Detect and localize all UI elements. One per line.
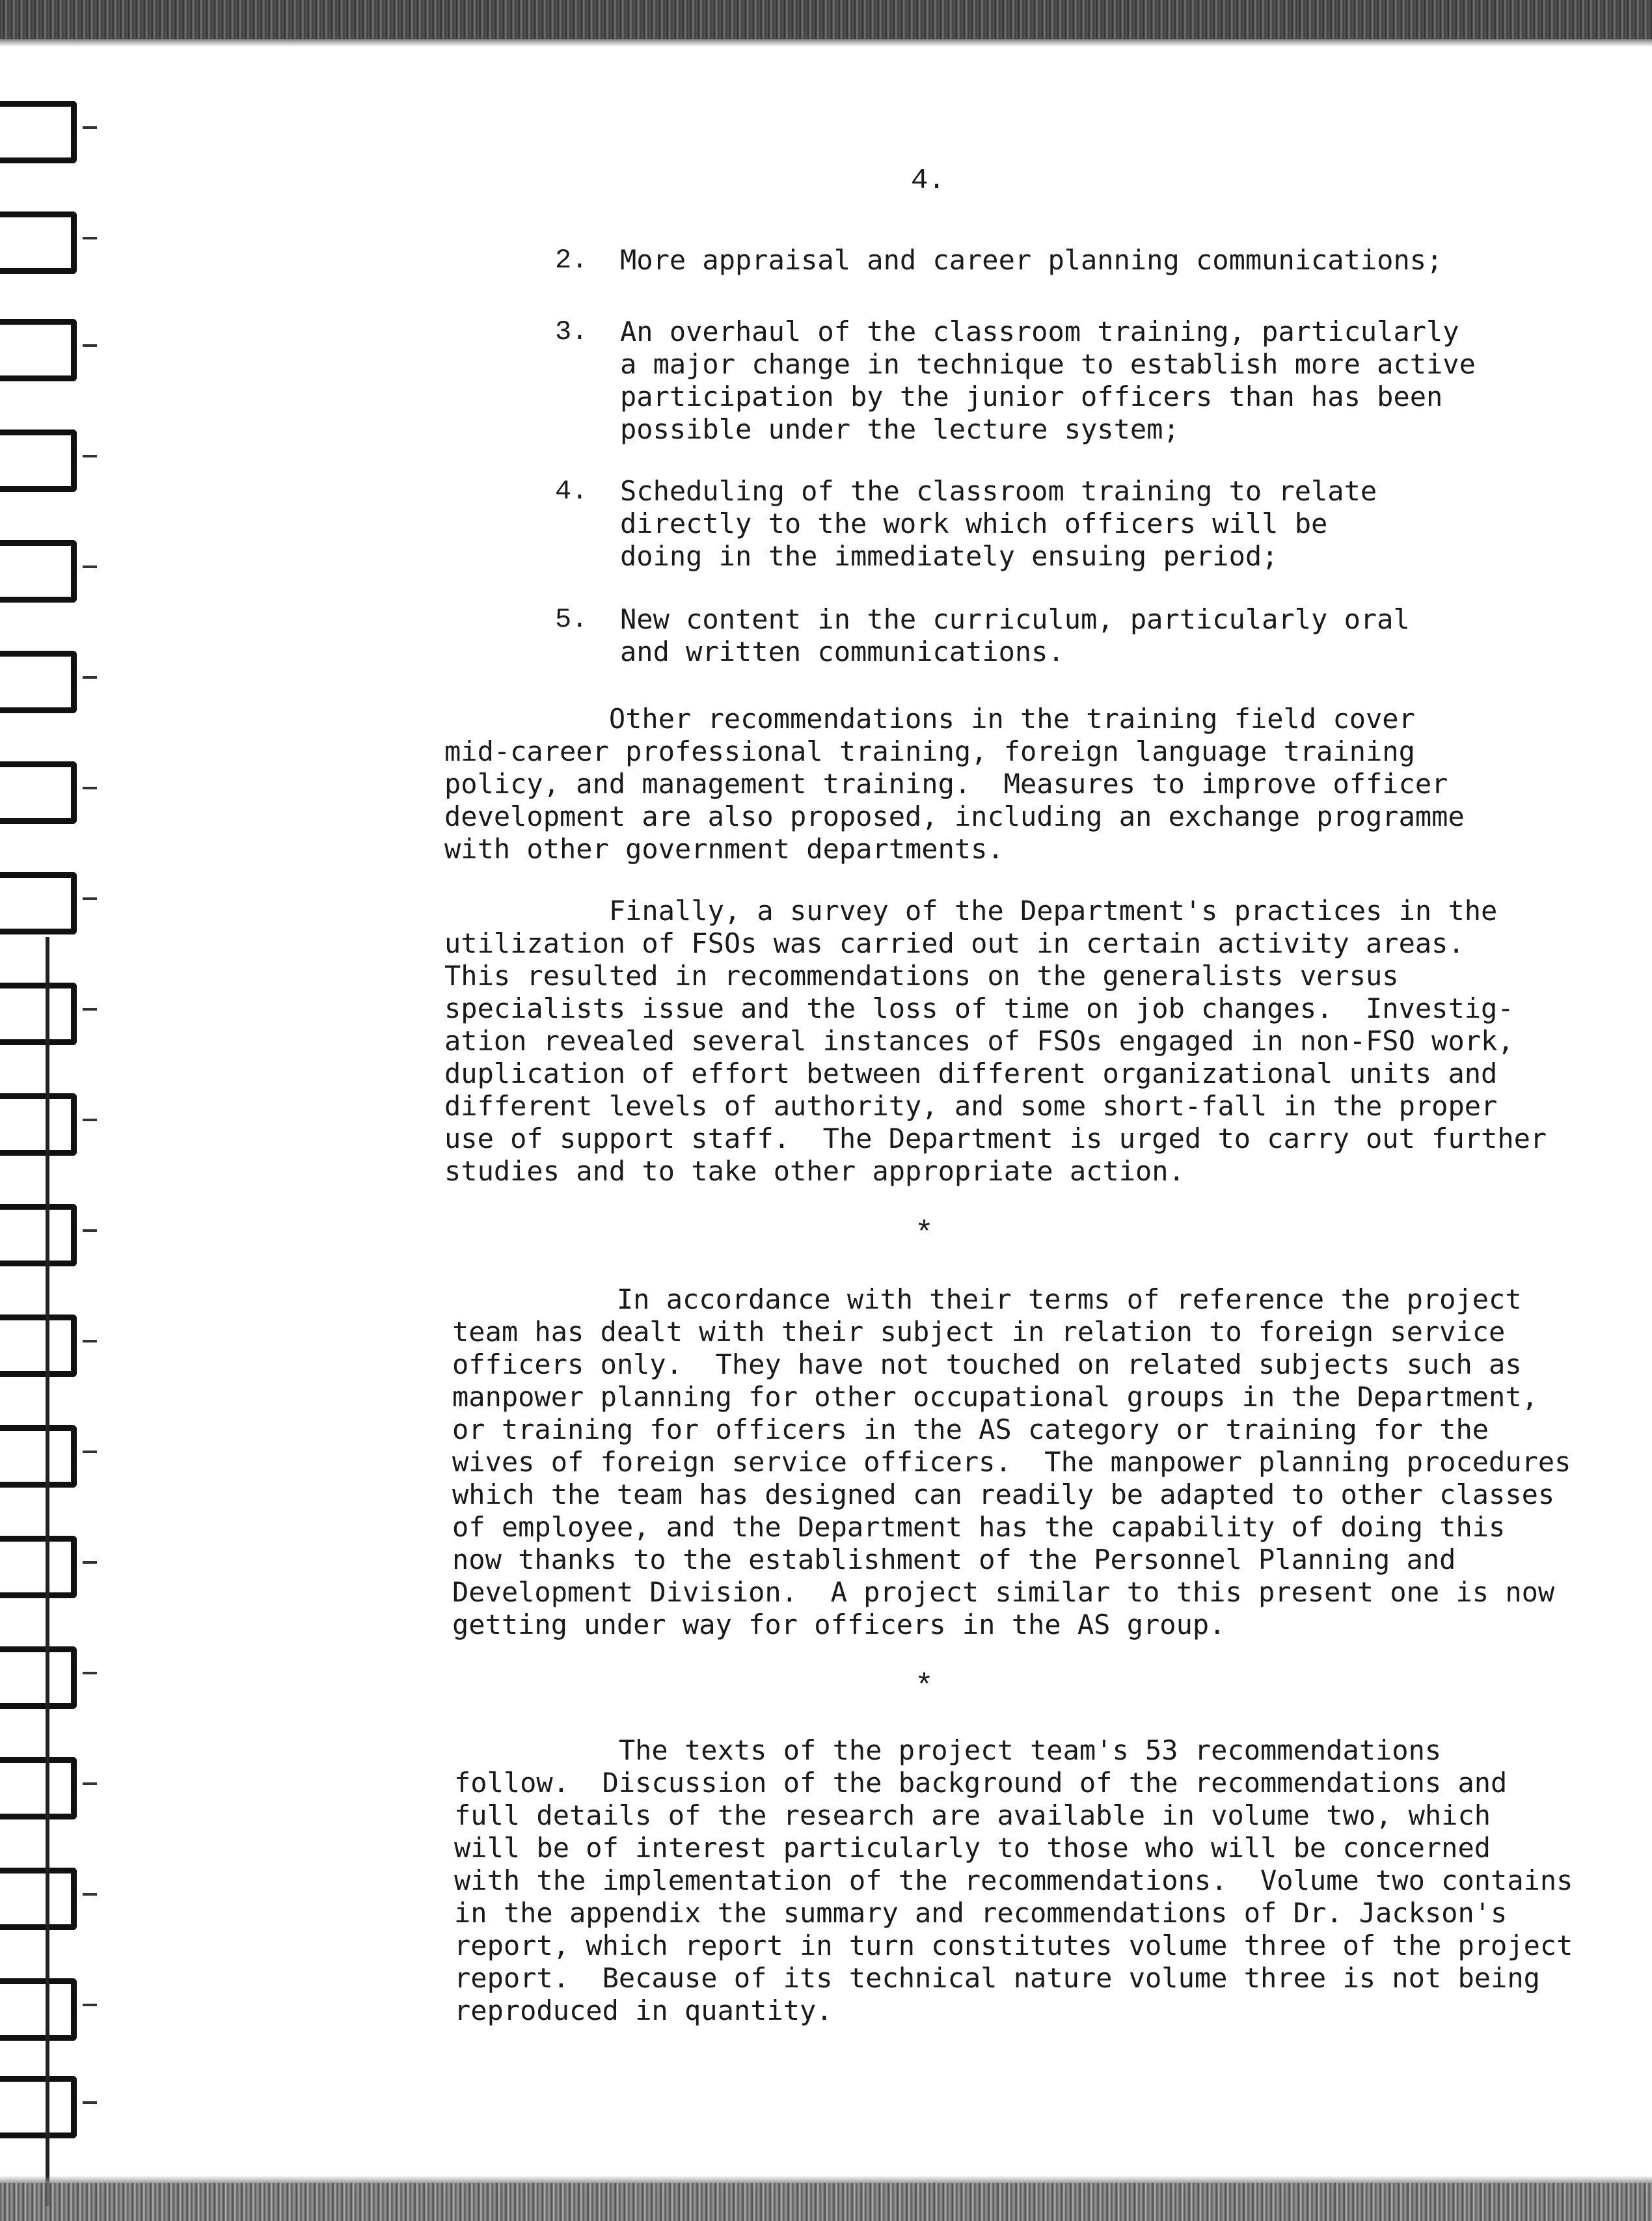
binding-spine: [46, 937, 49, 2206]
list-item-text: An overhaul of the classroom training, particularly a major change in technique to establish more active participation by the junior officers than has been possible under the lecture system;: [620, 316, 1476, 445]
binding-ring: [0, 1425, 77, 1488]
spiral-binding: [0, 39, 98, 2187]
paragraph-training: Other recommendations in the training field cover mid-career professional training, foreign language training policy, and management training. Measures to improve officer development are also proposed, including an exchange programme with other government departments.: [444, 703, 1465, 865]
list-item-number: 5.: [555, 604, 588, 635]
binding-ring: [0, 101, 77, 163]
binding-ring: [0, 319, 77, 381]
list-item-number: 2.: [555, 245, 588, 276]
binding-ring: [0, 429, 77, 492]
binding-ring: [0, 761, 77, 824]
paragraph-terms-of-reference: In accordance with their terms of reference the project team has dealt with their subject in relation to foreign service officers only. They have not touched on related subjects such as manpower planning for other occupational groups in the Department, or training for officers in the AS category or training for the wives of foreign service officers. The manpower planning procedures which the team has designed can readily be adapted to other classes of employee, and the Department has the capability of doing this now thanks to the establishment of the Personnel Planning and Development Division. A project similar to this present one is now getting under way for officers in the AS group.: [452, 1283, 1571, 1641]
binding-ring: [0, 1204, 77, 1266]
scan-top-edge: [0, 0, 1652, 40]
binding-ring: [0, 1978, 77, 2041]
binding-ring: [0, 1868, 77, 1930]
binding-ring: [0, 211, 77, 274]
list-item-number: 3.: [555, 316, 588, 347]
section-separator: *: [915, 1670, 934, 1705]
list-item-number: 4.: [555, 476, 588, 507]
scan-bottom-edge: [0, 2183, 1652, 2221]
list-item-text: New content in the curriculum, particularly oral and written communications.: [620, 603, 1410, 668]
binding-ring: [0, 983, 77, 1045]
page-number: 4.: [911, 165, 945, 197]
paragraph-utilization-survey: Finally, a survey of the Department's practices in the utilization of FSOs was carried out in certain activity areas. This resulted in recommendations on the generalists versus specialists issue and the loss of time on job changes. Investig- ation revealed several instances of FSOs engaged in non-FSO work, duplication of effort between different organizational units and different levels of authority, and some short-fall in the proper use of support staff. The Department is urged to carry out further studies and to take other appropriate action.: [444, 895, 1547, 1187]
binding-ring: [0, 872, 77, 934]
list-item-text: More appraisal and career planning communications;: [620, 244, 1443, 276]
list-item-text: Scheduling of the classroom training to relate directly to the work which officers will be doing in the immediately ensuing period;: [620, 475, 1377, 572]
binding-ring: [0, 540, 77, 603]
binding-ring: [0, 651, 77, 713]
binding-ring: [0, 2076, 77, 2138]
binding-ring: [0, 1757, 77, 1819]
section-separator: *: [915, 1217, 934, 1252]
paragraph-recommendations: The texts of the project team's 53 recommendations follow. Discussion of the background of the recommendations and full details of the research are available in volume two, which will be of interest particularly to those who will be concerned with the implementation of the recommendations. Volume two contains in the appendix the summary and recommendations of Dr. Jackson's report, which report in turn constitutes volume three of the project report. Because of its technical nature volume three is not being reproduced in quantity.: [454, 1734, 1573, 2026]
binding-ring: [0, 1646, 77, 1709]
binding-ring: [0, 1315, 77, 1377]
binding-ring: [0, 1536, 77, 1598]
binding-ring: [0, 1093, 77, 1156]
